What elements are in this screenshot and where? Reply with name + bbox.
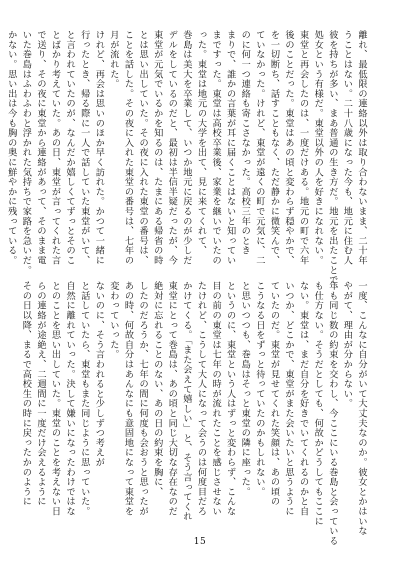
top_section-line: 後のことだった。東堂はあの頃と変わらず穏やかで、 <box>283 30 295 266</box>
top_section-line: 彼を持ちが多い、まあ普通の生き方だ。地元を出たことで、 <box>326 30 338 295</box>
bottom_section-line: というのに、東堂という人はずっと変わらず、こんな <box>224 281 236 517</box>
top_section-line: まですった。東堂は高校卒業後、家業を継いでいたの <box>210 30 222 266</box>
top_section-line: 東堂と再会したのは、一度だけある。地元の町で六年 <box>297 30 309 266</box>
bottom_section-line: と話していたら、東堂もまた同じように思っていた。 <box>78 281 90 517</box>
top_section-line: った。東堂は地元の大学を出て、見に来てくれて、 <box>195 30 207 256</box>
top_section-line: 離れ、最低限の連絡以外は取り合わないまま、二十年 <box>356 30 367 266</box>
top_section-line: を一切断ち、話すこともなく、ただ静かに微笑んで、 <box>268 30 280 266</box>
top-text-block <box>5 30 368 295</box>
top_section-line: ことを話した。その夜に入れた東堂の番号は、七年の <box>122 30 134 266</box>
top_section-line: とは思い出していた。その夜に入れた東堂の番号は、 <box>137 30 149 266</box>
top_section-line: まりで、誰かの言葉が耳に届くことはないと知ってい <box>224 30 236 266</box>
bottom_section-line: いつか、どこかで、東堂がまた会いたいと思うように <box>283 281 295 517</box>
bottom_section-line: 年も同じ数の約束を交わし、今ここにいる巻島と会っている <box>326 281 338 546</box>
bottom_section-line: かけてくる。「また会えて嬉しい」と、そう言ってくれ <box>180 281 192 522</box>
top_section-line: で送り、その夜に東堂から連絡があって、そのまま電 <box>34 30 46 266</box>
bottom_section-line: したのだろうか、七年の間に何度も会おうと思ったが <box>137 281 149 517</box>
top_section-line: とばかり考えていた。あの日、東堂が言ってくれた言 <box>49 30 61 266</box>
top_section-line: かない。思い出は今も胸の奥に鮮やかに残っている。 <box>5 30 17 266</box>
top_section-line: 処女という有様だ。東堂以外の人を好きになれない。 <box>312 30 324 266</box>
bottom_section-line: 目の前の東堂は七年の時が流れたことを感じさせない <box>210 281 222 517</box>
top_section-line: 東堂が元気でいるかを知るのは、たまにある帰省の時 <box>151 30 163 266</box>
top_section-line: うことはない。二十八歳になった今も、地元に住む人 <box>341 30 353 266</box>
bottom_section-line: 絶対に忘れることのない、あの日の約束を胸に、 <box>151 281 163 497</box>
bottom_section-line: も仕方ない。そうだとしても、何故かどうしてもここに <box>312 281 324 526</box>
bottom_section-line: あの時、何故自分はあんなにも意固地になって東堂を <box>122 281 134 517</box>
top_section-line: いた巻島はふわふわと浮かれた気持ちで家路を急いだ。 <box>20 30 32 275</box>
bottom_section-line: 自然に離れていった。決して嫌いになったわけではな <box>64 281 76 517</box>
top_section-line: ていなかった。けれど、東堂が遠くの町で元気に、二 <box>253 30 265 266</box>
bottom_section-line: 東堂にとって巻島は、あの頃と同じ大切な存在なのだ <box>166 281 178 517</box>
top_section-line: のに何一つ連絡も寄こさなかった。高校三年のとき <box>239 30 251 256</box>
bottom_section-line: たけれど、こうして大人になって会うのは何度目だろ <box>195 281 207 517</box>
bottom_section-line: と思いつつも、巻島はそっと東堂の隣に座った。 <box>239 281 251 497</box>
bottom_section-line: らの連絡が途絶え、二週間に一度だけ会えるように <box>34 281 46 507</box>
bottom_section-line: とのことを思い出していた。東堂のことを考えない日 <box>49 281 61 517</box>
bottom_section-line: 変わっていった。 <box>107 281 119 360</box>
bottom_section-line: ていたのだ。東堂が見せてくれた笑顔は、あの頃の <box>268 281 280 507</box>
top_section-line: けれど、再会は思いのほか早く訪れた。かつて一緒に <box>93 30 105 266</box>
bottom_section-line: こうなる日をずっと待っていたのかもしれない。 <box>253 281 265 497</box>
bottom_section-line: やがて、理由が分からない。 <box>341 281 353 409</box>
bottom_section-line: その日以降、まるで高校生の時に戻ったかのように <box>20 281 32 507</box>
top_section-line: と言われていたのが、なんだか嬉しくてずっとそのこ <box>64 30 76 266</box>
page-number: 15 <box>193 537 207 547</box>
top_section-line: 行ったとき、帰る際に一人で話していた東堂がいて、 <box>78 30 90 266</box>
bottom_section-line: ないのに、そう言われると少しずつ考えが <box>93 281 105 468</box>
bottom_section-line: ない。東堂は、まだ自分を好きでいてくれるのかと自 <box>297 281 309 517</box>
bottom_section-line: 一度、こんなに自分がいて大丈夫なのか。彼女とかはいな <box>356 281 367 536</box>
top_section-line: 月が流れた。 <box>107 30 119 89</box>
top_section-line: 巻島は美大を卒業して、いつか地元に戻るのが少しだ <box>180 30 192 266</box>
top_section-line: デルをしているのだと、最初は半信半疑だったが、今 <box>166 30 178 266</box>
